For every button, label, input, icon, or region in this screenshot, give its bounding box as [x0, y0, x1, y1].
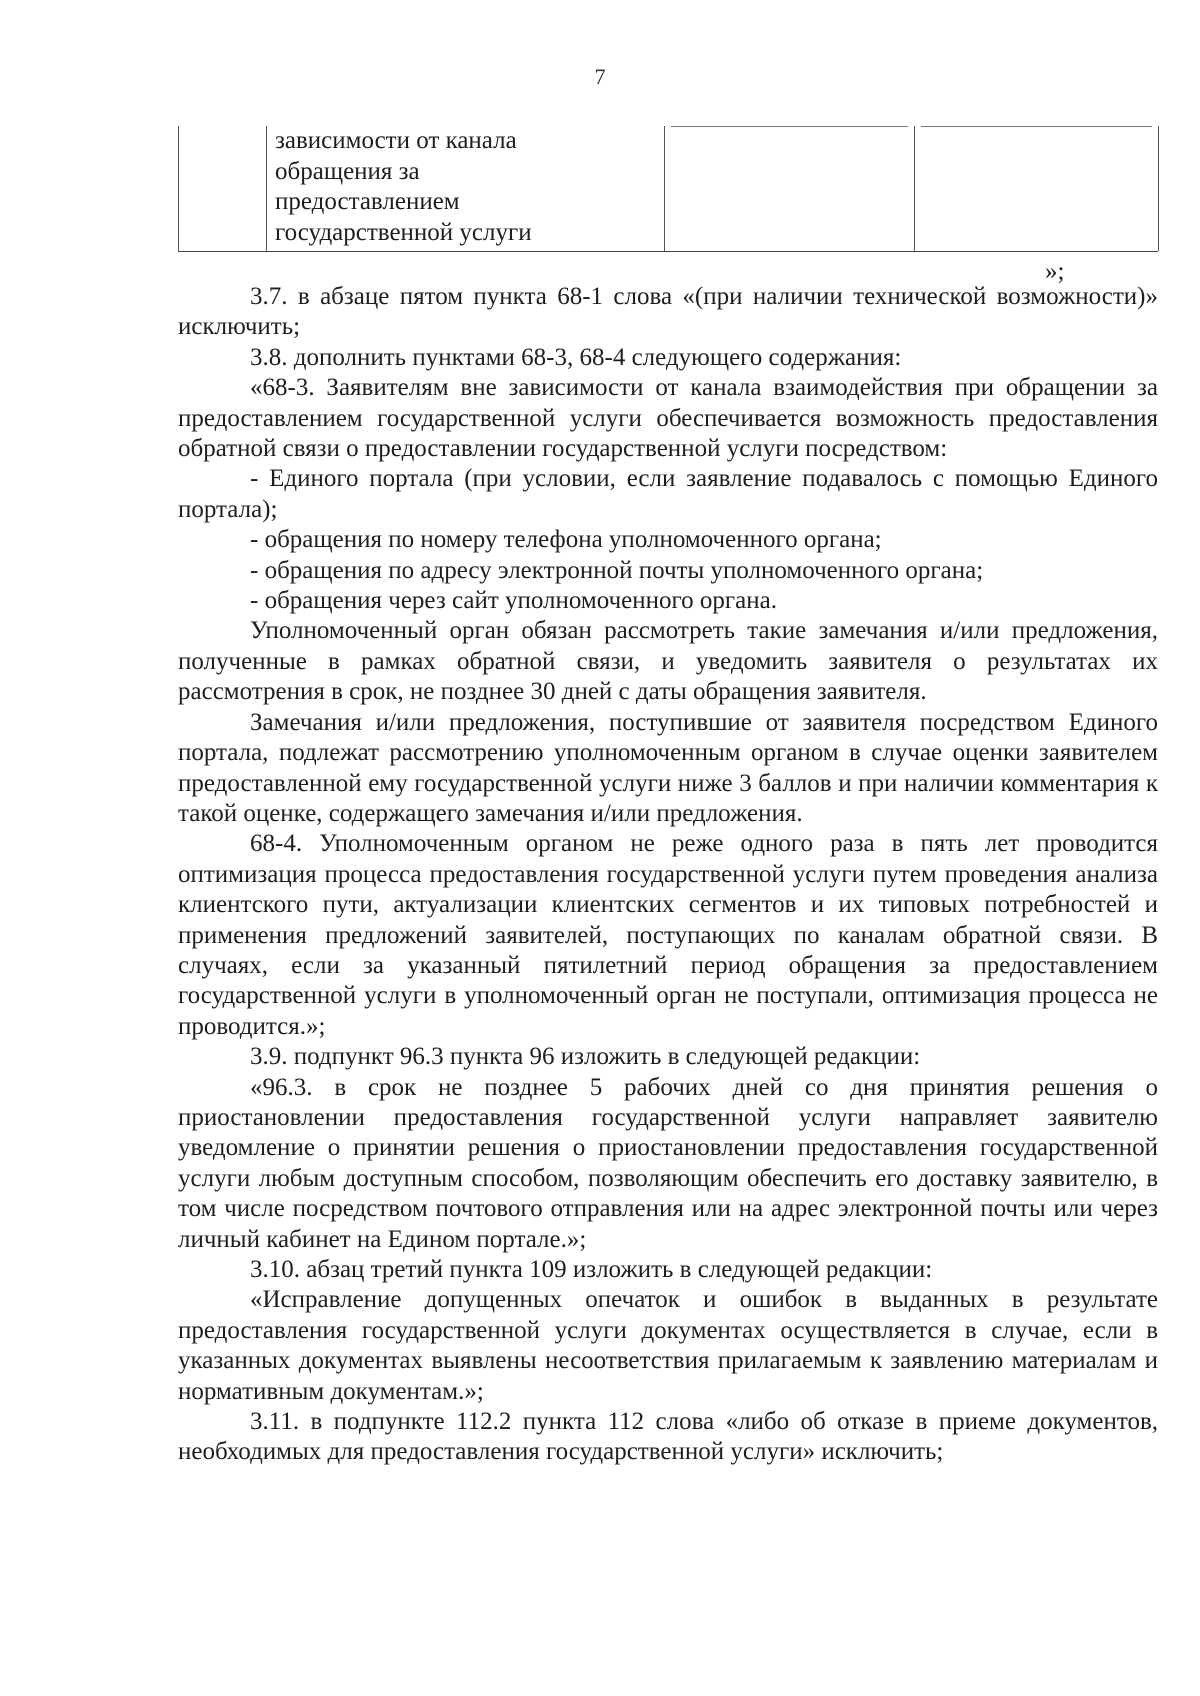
paragraph: 3.8. дополнить пунктами 68-3, 68-4 следующего содержания: [250, 343, 902, 371]
closing-quote: »; [1045, 258, 1065, 285]
list-item: - обращения по адресу электронной почты уполномоченного органа; [250, 556, 984, 584]
paragraph: Уполномоченный орган обязан рассмотреть такие замечания и/или предложения, полученные в рамках обратной связи, и уведомить заявителя о результатах их рассмотрения в срок, не позднее 30 дней с даты обращения заявителя. [178, 617, 1158, 706]
paragraph: «68-3. Заявителям вне зависимости от канала взаимодействия при обращении за предоставлением государственной услуги обеспечивается возможность предоставления обратной связи о предоставлении государственной услуги посредством: [178, 374, 1158, 463]
table-cell-line: зависимости от канала [275, 127, 517, 154]
table-fragment [178, 126, 1158, 252]
table-cell-empty [915, 126, 1159, 251]
table-cell-line: обращения за [275, 157, 420, 185]
paragraph: 3.7. в абзаце пятом пункта 68-1 слова «(при наличии технической возможности)» исключить; [178, 283, 1158, 341]
document-body [178, 282, 1158, 1468]
list-item: - обращения по номеру телефона уполномоченного органа; [250, 526, 882, 554]
table-cell-description [267, 126, 665, 251]
table-cell-text [275, 126, 532, 248]
paragraph: Замечания и/или предложения, поступившие от заявителя посредством Единого портала, подлежат рассмотрению уполномоченным органом в случае оценки заявителем предоставленной ему государственной услуги ниже 3 баллов и при наличии комментария к такой оценке, содержащего замечания и/или предложения. [178, 708, 1158, 827]
paragraph: 3.11. в подпункте 112.2 пункта 112 слова «либо об отказе в приеме документов, необходимых для предоставления государственной услуги» исключить; [178, 1408, 1158, 1466]
list-item: - обращения через сайт уполномоченного органа. [250, 587, 777, 615]
list-item: - Единого портала (при условии, если заявление подавалось с помощью Единого портала); [178, 465, 1158, 523]
paragraph: 68-4. Уполномоченным органом не реже одного раза в пять лет проводится оптимизация процесса предоставления государственной услуги путем проведения анализа клиентского пути, актуализации клиентских сегментов и их типовых потребностей и применения предложений заявителей, поступающих по каналам обратной связи. В случаях, если за указанный пятилетний период обращения за предоставлением государственной услуги в уполномоченный орган не поступали, оптимизация процесса не проводится.»; [178, 830, 1158, 1040]
paragraph: «Исправление допущенных опечаток и ошибок в выданных в результате предоставления государственной услуги документах осуществляется в случае, если в указанных документах выявлены несоответствия прилагаемым к заявлению материалам и нормативным документам.»; [178, 1286, 1158, 1405]
table-cell-number [179, 126, 267, 251]
table-cell-line: предоставлением [275, 188, 460, 215]
table-cell-empty [665, 126, 915, 251]
paragraph: «96.3. в срок не позднее 5 рабочих дней со дня принятия решения о приостановлении предоставления государственной услуги направляет заявителю уведомление о принятии решения о приостановлении предоставления государственной услуги любым доступным способом, позволяющим обеспечить его доставку заявителю, в том числе посредством почтового отправления или на адрес электронной почты или через личный кабинет на Едином портале.»; [178, 1073, 1158, 1253]
paragraph: 3.9. подпункт 96.3 пункта 96 изложить в следующей редакции: [250, 1043, 921, 1071]
page-number: 7 [594, 64, 606, 89]
table-cell-line: государственной услуги [275, 218, 532, 246]
paragraph: 3.10. абзац третий пункта 109 изложить в следующей редакции: [250, 1256, 933, 1283]
